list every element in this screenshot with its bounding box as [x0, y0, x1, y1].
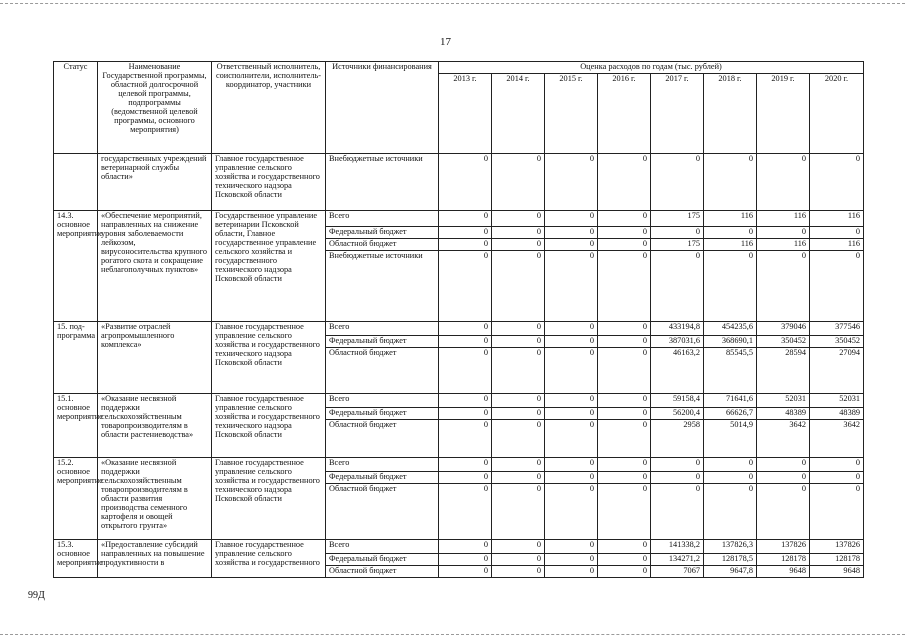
row-value: 0: [545, 153, 598, 210]
row-value: 387031,6: [651, 335, 704, 347]
row-value: 0: [545, 539, 598, 553]
row-value: 175: [651, 210, 704, 226]
row-value: 0: [492, 471, 545, 483]
row-value: 0: [492, 153, 545, 210]
row-name: «Развитие отраслей агропромышленного комплекса»: [98, 321, 212, 393]
row-name: государственных учреждений ветеринарной службы области»: [98, 153, 212, 210]
row-value: 0: [439, 238, 492, 250]
row-value: 379046: [757, 321, 810, 335]
row-value: 0: [598, 471, 651, 483]
row-value: 0: [492, 483, 545, 539]
row-value: 0: [757, 483, 810, 539]
row-responsible: Государственное управление ветеринарии Псковской области, Главное государственное управление сельского хозяйства и государственного технического надзора Псковской области: [212, 210, 326, 321]
row-value: 0: [810, 226, 864, 238]
row-value: 0: [439, 457, 492, 471]
row-value: 0: [598, 565, 651, 577]
row-value: 0: [492, 553, 545, 565]
row-value: 0: [492, 407, 545, 419]
row-value: 433194,8: [651, 321, 704, 335]
row-value: 377546: [810, 321, 864, 335]
row-value: 134271,2: [651, 553, 704, 565]
row-source: Федеральный бюджет: [326, 335, 439, 347]
row-value: 0: [545, 250, 598, 321]
row-value: 0: [545, 210, 598, 226]
row-value: 0: [810, 250, 864, 321]
row-status: 15.3. основное мероприятие: [54, 539, 98, 577]
row-responsible: Главное государственное управление сельского хозяйства и государственного технического надзора Псковской области: [212, 321, 326, 393]
header-year: 2013 г.: [439, 73, 492, 153]
header-year: 2016 г.: [598, 73, 651, 153]
header-year: 2018 г.: [704, 73, 757, 153]
row-value: 0: [704, 471, 757, 483]
row-source: Областной бюджет: [326, 347, 439, 393]
row-value: 0: [439, 565, 492, 577]
row-name: «Оказание несвязной поддержки сельскохозяйственным товаропроизводителям в области развития производства семенного картофеля и овощей открытого грунта»: [98, 457, 212, 539]
top-scan-edge: [0, 3, 905, 4]
row-value: 0: [439, 419, 492, 457]
row-value: 0: [598, 321, 651, 335]
row-value: 0: [598, 407, 651, 419]
row-value: 0: [651, 226, 704, 238]
row-value: 350452: [810, 335, 864, 347]
row-responsible: Главное государственное управление сельского хозяйства и государственного технического надзора Псковской области: [212, 457, 326, 539]
row-value: 66626,7: [704, 407, 757, 419]
row-value: 0: [704, 226, 757, 238]
row-value: 59158,4: [651, 393, 704, 407]
table-row: [54, 210, 864, 226]
row-value: 116: [757, 238, 810, 250]
row-status: 15. под-программа: [54, 321, 98, 393]
row-value: 0: [439, 335, 492, 347]
row-value: 0: [439, 226, 492, 238]
row-value: 56200,4: [651, 407, 704, 419]
row-value: 116: [704, 238, 757, 250]
row-value: 0: [439, 553, 492, 565]
table-row: [54, 539, 864, 553]
row-source: Внебюджетные источники: [326, 153, 439, 210]
header-year: 2015 г.: [545, 73, 598, 153]
row-value: 9648: [757, 565, 810, 577]
row-value: 0: [810, 153, 864, 210]
row-value: 0: [492, 347, 545, 393]
row-value: 0: [598, 238, 651, 250]
header-year: 2017 г.: [651, 73, 704, 153]
row-value: 85545,5: [704, 347, 757, 393]
row-source: Всего: [326, 457, 439, 471]
row-value: 0: [598, 553, 651, 565]
row-source: Федеральный бюджет: [326, 553, 439, 565]
row-status: 15.2. основное мероприятие: [54, 457, 98, 539]
header-estimate: Оценка расходов по годам (тыс. рублей): [439, 62, 864, 74]
row-value: 0: [492, 457, 545, 471]
row-value: 0: [439, 210, 492, 226]
row-value: 0: [545, 238, 598, 250]
row-value: 137826: [757, 539, 810, 553]
row-value: 0: [545, 419, 598, 457]
table-body: [54, 153, 864, 577]
row-value: 71641,6: [704, 393, 757, 407]
row-value: 28594: [757, 347, 810, 393]
header-responsible: Ответственный исполнитель, соисполнители, исполнитель-координатор, участники: [212, 62, 326, 154]
row-value: 116: [704, 210, 757, 226]
row-value: 0: [492, 419, 545, 457]
row-source: Областной бюджет: [326, 565, 439, 577]
row-value: 0: [598, 483, 651, 539]
row-value: 0: [810, 471, 864, 483]
row-value: 116: [757, 210, 810, 226]
row-value: 9647,8: [704, 565, 757, 577]
header-status: Статус: [54, 62, 98, 154]
table-row: [54, 321, 864, 335]
header-year: 2019 г.: [757, 73, 810, 153]
row-source: Областной бюджет: [326, 483, 439, 539]
row-value: 128178,5: [704, 553, 757, 565]
row-value: 0: [598, 226, 651, 238]
row-value: 0: [492, 250, 545, 321]
row-source: Федеральный бюджет: [326, 407, 439, 419]
row-value: 0: [651, 153, 704, 210]
row-value: 0: [492, 393, 545, 407]
row-status: [54, 153, 98, 210]
row-value: 0: [704, 483, 757, 539]
row-value: 116: [810, 210, 864, 226]
row-value: 0: [704, 153, 757, 210]
table-row: [54, 153, 864, 210]
row-value: 0: [598, 539, 651, 553]
row-value: 0: [439, 153, 492, 210]
row-value: 175: [651, 238, 704, 250]
row-value: 5014,9: [704, 419, 757, 457]
row-value: 7067: [651, 565, 704, 577]
row-value: 0: [598, 335, 651, 347]
row-value: 0: [439, 539, 492, 553]
row-value: 0: [439, 483, 492, 539]
row-value: 0: [545, 483, 598, 539]
row-value: 0: [439, 407, 492, 419]
bottom-scan-edge: [0, 634, 905, 635]
row-value: 3642: [810, 419, 864, 457]
row-value: 0: [545, 226, 598, 238]
row-name: «Оказание несвязной поддержки сельскохозяйственным товаропроизводителям в области растениеводства»: [98, 393, 212, 457]
row-value: 9648: [810, 565, 864, 577]
row-source: Всего: [326, 539, 439, 553]
row-value: 2958: [651, 419, 704, 457]
row-value: 0: [492, 335, 545, 347]
row-name: «Предоставление субсидий направленных на повышение продуктивности в: [98, 539, 212, 577]
row-value: 0: [545, 347, 598, 393]
row-source: Всего: [326, 321, 439, 335]
row-value: 116: [810, 238, 864, 250]
row-value: 128178: [757, 553, 810, 565]
row-value: 0: [598, 347, 651, 393]
table-row: [54, 457, 864, 471]
row-value: 0: [598, 210, 651, 226]
row-value: 0: [545, 321, 598, 335]
page-number: 17: [440, 36, 451, 48]
row-value: 0: [492, 210, 545, 226]
row-source: Всего: [326, 210, 439, 226]
row-value: 0: [492, 238, 545, 250]
row-value: 0: [810, 457, 864, 471]
row-source: Федеральный бюджет: [326, 471, 439, 483]
row-value: 0: [651, 483, 704, 539]
row-value: 0: [439, 471, 492, 483]
row-value: 0: [492, 321, 545, 335]
row-value: 0: [598, 419, 651, 457]
row-value: 0: [439, 321, 492, 335]
header-year: 2014 г.: [492, 73, 545, 153]
row-source: Внебюджетные источники: [326, 250, 439, 321]
row-value: 0: [704, 457, 757, 471]
row-responsible: Главное государственное управление сельского хозяйства и государственного технического надзора Псковской области: [212, 393, 326, 457]
row-responsible: Главное государственное управление сельского хозяйства и государственного: [212, 539, 326, 577]
row-value: 0: [545, 457, 598, 471]
row-value: 0: [810, 483, 864, 539]
row-value: 0: [598, 457, 651, 471]
row-value: 52031: [757, 393, 810, 407]
row-value: 0: [545, 471, 598, 483]
row-value: 0: [704, 250, 757, 321]
row-value: 0: [651, 471, 704, 483]
row-value: 0: [757, 457, 810, 471]
row-value: 137826,3: [704, 539, 757, 553]
header-year: 2020 г.: [810, 73, 864, 153]
row-value: 0: [545, 393, 598, 407]
row-status: 15.1. основное мероприятие: [54, 393, 98, 457]
row-value: 141338,2: [651, 539, 704, 553]
row-source: Областной бюджет: [326, 238, 439, 250]
row-value: 0: [439, 393, 492, 407]
row-value: 0: [651, 250, 704, 321]
header-name: Наименование Государственной программы, областной долгосрочной целевой программы, подпрограммы (ведомственной целевой программы, основного мероприятия): [98, 62, 212, 154]
row-value: 0: [439, 250, 492, 321]
row-value: 0: [757, 153, 810, 210]
row-source: Областной бюджет: [326, 419, 439, 457]
row-value: 0: [545, 407, 598, 419]
row-value: 3642: [757, 419, 810, 457]
row-value: 48389: [810, 407, 864, 419]
row-value: 0: [598, 250, 651, 321]
row-value: 52031: [810, 393, 864, 407]
row-value: 0: [757, 226, 810, 238]
row-value: 27094: [810, 347, 864, 393]
row-source: Федеральный бюджет: [326, 226, 439, 238]
row-value: 0: [598, 393, 651, 407]
footer-code: 99Д: [28, 590, 45, 601]
row-value: 350452: [757, 335, 810, 347]
row-value: 0: [651, 457, 704, 471]
row-value: 0: [545, 565, 598, 577]
row-value: 368690,1: [704, 335, 757, 347]
row-responsible: Главное государственное управление сельского хозяйства и государственного технического надзора Псковской области: [212, 153, 326, 210]
row-status: 14.3. основное мероприятие: [54, 210, 98, 321]
row-value: 0: [757, 471, 810, 483]
row-value: 137826: [810, 539, 864, 553]
row-value: 0: [757, 250, 810, 321]
row-value: 0: [439, 347, 492, 393]
row-value: 0: [545, 553, 598, 565]
row-value: 46163,2: [651, 347, 704, 393]
row-value: 0: [492, 565, 545, 577]
row-value: 454235,6: [704, 321, 757, 335]
row-value: 0: [598, 153, 651, 210]
row-name: «Обеспечение мероприятий, направленных на снижение уровня заболеваемости лейкозом, вирусоносительства крупного рогатого скота и сокращение неблагополучных пунктов»: [98, 210, 212, 321]
row-value: 48389: [757, 407, 810, 419]
row-value: 0: [492, 539, 545, 553]
table-row: [54, 393, 864, 407]
header-sources: Источники финансирования: [326, 62, 439, 154]
row-value: 0: [545, 335, 598, 347]
row-value: 128178: [810, 553, 864, 565]
budget-table: [53, 61, 864, 578]
row-value: 0: [492, 226, 545, 238]
row-source: Всего: [326, 393, 439, 407]
